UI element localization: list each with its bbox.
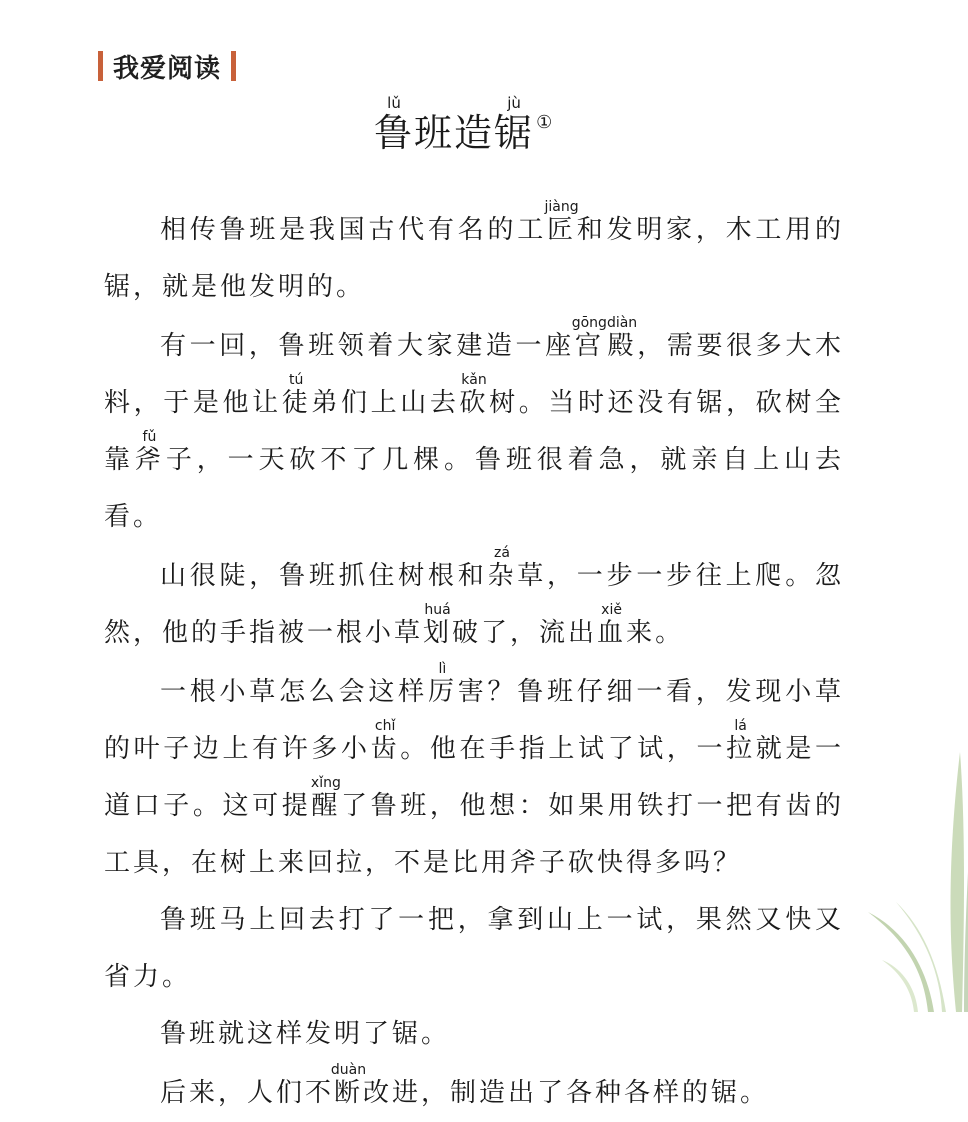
text-run: 树。当时还没有锯，砍树全靠 xyxy=(104,388,844,475)
text-run: 弟们上山去 xyxy=(311,388,460,418)
text-run: ，需要很多大木料，于是他让 xyxy=(104,331,844,418)
text-run: 子，一天砍不了几棵。鲁班很着急，就亲自上山去看。 xyxy=(104,445,844,532)
pinyin-annotated-char: 血xiě xyxy=(597,602,627,648)
footnote-mark: ① xyxy=(536,112,555,133)
pinyin-annotated-char: 砍kǎn xyxy=(459,372,490,418)
tag-bar-left xyxy=(98,51,103,81)
tag-bar-right xyxy=(231,51,236,81)
pinyin-annotated-char: 匠jiàng xyxy=(544,199,579,245)
pinyin-annotated-char: 断duàn xyxy=(330,1062,367,1108)
paragraph xyxy=(104,662,844,892)
text-run: 就是一道口子。这可提 xyxy=(104,734,844,821)
text-run: 相传鲁班是我国古代有名的工 xyxy=(160,215,548,245)
paragraph xyxy=(104,200,844,316)
text-run: 有一回，鲁班领着大家建造一座 xyxy=(160,331,575,361)
text-run: 草，一步一步往上爬。忽然，他的手指被一根小草 xyxy=(104,561,844,648)
title-char: 班 xyxy=(414,111,455,155)
text-run: 鲁班马上回去打了一把，拿到山上一试，果然又快又省力。 xyxy=(104,905,844,992)
pinyin-annotated-char: 杂zá xyxy=(487,545,518,591)
paragraph xyxy=(104,546,844,662)
text-run: 害？鲁班仔细一看，发现小草的叶子边上有许多小 xyxy=(104,677,844,764)
pinyin-annotated-char: 拉lá xyxy=(726,718,756,764)
section-tag xyxy=(98,48,236,84)
text-run: 和发明家，木工用的锯，就是他发明的。 xyxy=(104,215,844,302)
pinyin-annotated-char: 宫gōng xyxy=(571,315,607,361)
text-run: 来。 xyxy=(626,618,685,648)
pinyin-annotated-char: 徒tú xyxy=(281,372,312,418)
paragraph xyxy=(104,1063,844,1122)
text-run: 破了，流出 xyxy=(452,618,598,648)
pinyin-annotated-char: 厉lì xyxy=(427,661,458,707)
paragraph xyxy=(104,1006,844,1063)
text-run: 鲁班就这样发明了锯。 xyxy=(160,1019,451,1049)
text-run: 改进，制造出了各种各样的锯。 xyxy=(363,1078,770,1108)
title-char: 鲁lǔ xyxy=(374,94,415,155)
text-run: 山很陡，鲁班抓住树根和 xyxy=(160,561,488,591)
text-run: 了鲁班，他想：如果用铁打一把有齿的工具，在树上来回拉，不是比用斧子砍快得多吗？ xyxy=(104,791,844,878)
section-label: 我爱阅读 xyxy=(113,53,222,84)
title-char: 造 xyxy=(454,111,495,155)
text-run: 。他在手指上试了试，一 xyxy=(400,734,727,764)
title-char: 锯jù xyxy=(494,94,535,155)
pinyin-annotated-char: 殿diàn xyxy=(606,315,638,361)
paragraph xyxy=(104,892,844,1006)
text-run: 一根小草怎么会这样 xyxy=(160,677,428,707)
text-run: 后来，人们不 xyxy=(160,1078,335,1108)
grass-leaf-decoration xyxy=(838,712,968,1012)
story-body xyxy=(104,200,844,1122)
pinyin-annotated-char: 齿chǐ xyxy=(370,718,401,764)
pinyin-annotated-char: 划huá xyxy=(423,602,453,648)
lesson-title xyxy=(374,96,554,157)
paragraph xyxy=(104,316,844,546)
pinyin-annotated-char: 醒xǐng xyxy=(310,775,341,821)
pinyin-annotated-char: 斧fǔ xyxy=(134,429,166,475)
